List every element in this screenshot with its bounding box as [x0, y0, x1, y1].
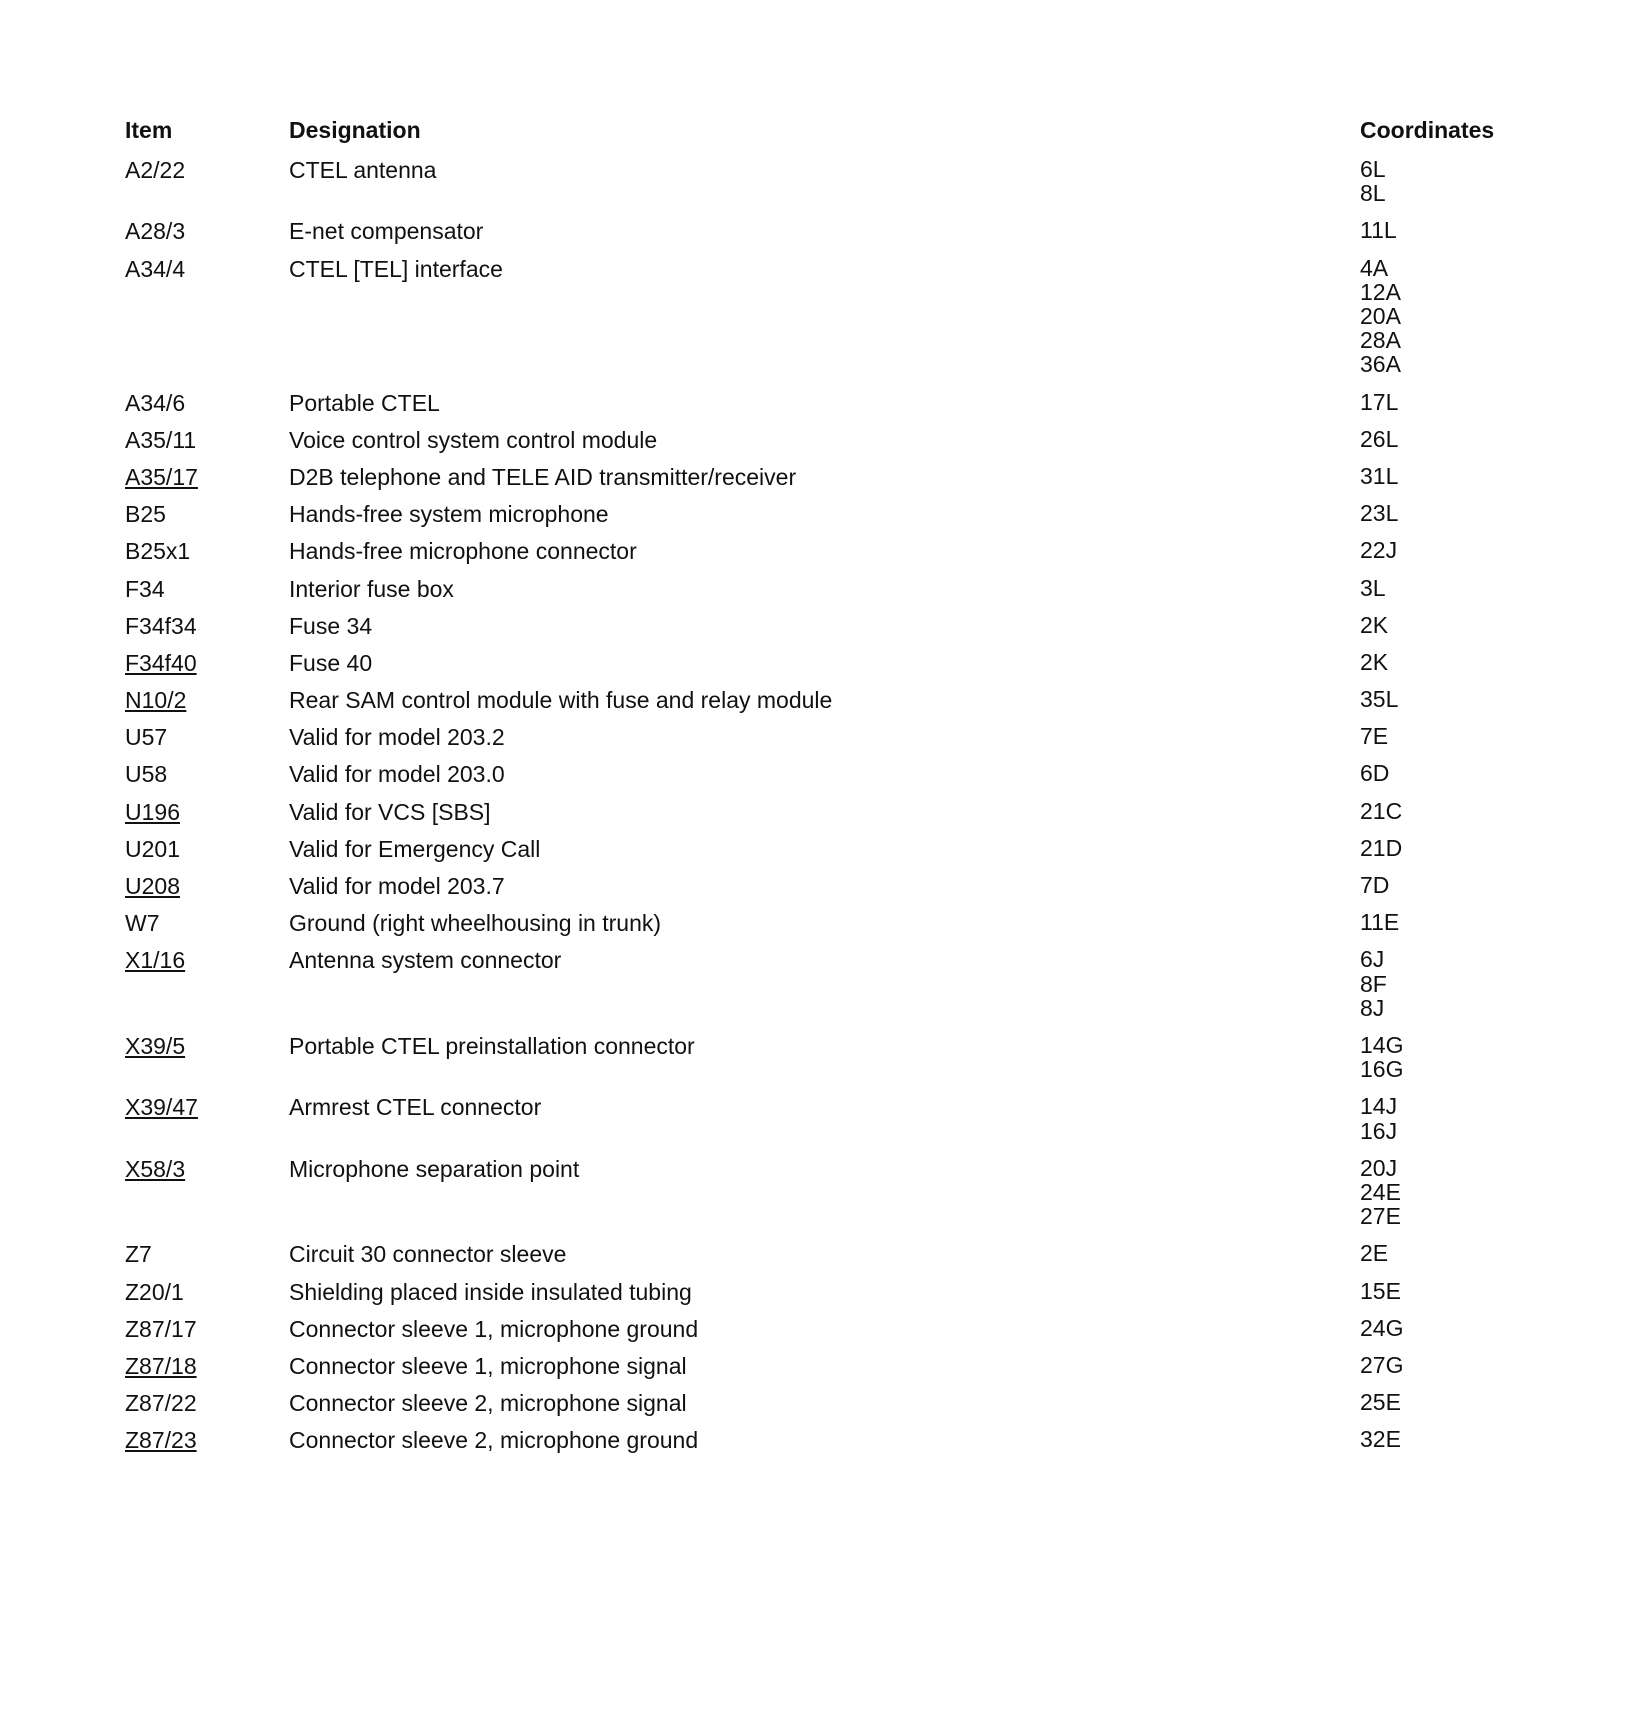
item-link[interactable]: Z87/23 — [125, 1427, 197, 1454]
item-designation: Antenna system connector — [289, 947, 562, 974]
item-code: U57 — [125, 724, 168, 751]
item-designation: Valid for VCS [SBS] — [289, 798, 491, 825]
item-coordinates — [1360, 910, 1525, 934]
item-designation: Circuit 30 connector sleeve — [289, 1241, 567, 1268]
item-code: A35/11 — [125, 426, 197, 453]
item-designation: Connector sleeve 2, microphone ground — [289, 1427, 699, 1454]
coordinate-value: 4A — [1360, 254, 1389, 281]
coordinate-value: 35L — [1360, 686, 1399, 713]
item-coordinates — [1360, 947, 1525, 1020]
coordinate-value: 24G — [1360, 1314, 1404, 1341]
item-link[interactable]: A35/17 — [125, 463, 198, 490]
item-code: W7 — [125, 910, 160, 937]
coordinate-value: 6J — [1360, 946, 1385, 973]
table-row — [125, 218, 1525, 255]
item-coordinates — [1360, 1353, 1525, 1377]
item-coordinates — [1360, 613, 1525, 637]
item-link[interactable]: X39/47 — [125, 1094, 198, 1121]
coordinate-value: 21C — [1360, 797, 1403, 824]
coordinate-value: 23L — [1360, 500, 1399, 527]
item-designation: Connector sleeve 1, microphone ground — [289, 1315, 699, 1342]
coordinate-value: 8F — [1360, 970, 1387, 997]
table-row — [125, 1316, 1525, 1353]
item-code: Z20/1 — [125, 1278, 184, 1305]
item-coordinates — [1360, 873, 1525, 897]
coordinate-value: 27E — [1360, 1203, 1401, 1230]
item-code: A2/22 — [125, 157, 186, 183]
item-link[interactable]: U208 — [125, 873, 180, 900]
coordinate-value: 7D — [1360, 872, 1390, 899]
coordinate-value: 16J — [1360, 1117, 1398, 1144]
header-item: Item — [125, 117, 173, 143]
table-row — [125, 1241, 1525, 1278]
item-designation: Rear SAM control module with fuse and relay module — [289, 687, 833, 714]
item-designation: Shielding placed inside insulated tubing — [289, 1278, 692, 1305]
table-row — [125, 1353, 1525, 1390]
coordinate-value: 17L — [1360, 388, 1399, 415]
table-row — [125, 910, 1525, 947]
coordinate-value: 20J — [1360, 1154, 1398, 1181]
item-coordinates — [1360, 538, 1525, 562]
item-designation: Fuse 34 — [289, 612, 373, 639]
coordinate-value: 28A — [1360, 327, 1401, 354]
item-designation: Hands-free microphone connector — [289, 538, 637, 565]
coordinate-value: 24E — [1360, 1178, 1401, 1205]
item-designation: Ground (right wheelhousing in trunk) — [289, 910, 662, 937]
table-header — [125, 117, 1525, 157]
item-designation: D2B telephone and TELE AID transmitter/receiver — [289, 463, 797, 490]
table-row — [125, 1156, 1525, 1242]
item-link[interactable]: U196 — [125, 798, 180, 825]
item-code: A28/3 — [125, 218, 186, 245]
table-row — [125, 947, 1525, 1033]
table-row — [125, 836, 1525, 873]
table-row — [125, 724, 1525, 761]
item-link[interactable]: N10/2 — [125, 687, 187, 714]
coordinate-value: 6D — [1360, 760, 1390, 787]
item-coordinates — [1360, 1033, 1525, 1081]
table-row — [125, 464, 1525, 501]
item-coordinates — [1360, 1279, 1525, 1303]
item-code: U201 — [125, 835, 180, 862]
item-code: F34 — [125, 575, 165, 602]
coordinate-value: 6L — [1360, 156, 1386, 182]
item-designation: Valid for model 203.0 — [289, 761, 505, 788]
item-code: F34f34 — [125, 612, 197, 639]
table-row — [125, 538, 1525, 575]
coordinate-value: 3L — [1360, 574, 1386, 601]
item-link[interactable]: F34f40 — [125, 649, 197, 676]
coordinate-value: 20A — [1360, 302, 1401, 329]
item-coordinates — [1360, 1156, 1525, 1229]
table-row — [125, 256, 1525, 390]
item-coordinates — [1360, 218, 1525, 242]
header-coordinates: Coordinates — [1360, 117, 1495, 143]
item-designation: Fuse 40 — [289, 649, 373, 676]
table-row — [125, 1279, 1525, 1316]
item-code: Z7 — [125, 1241, 152, 1268]
component-legend-table — [125, 117, 1525, 1464]
coordinate-value: 36A — [1360, 351, 1401, 378]
item-coordinates — [1360, 1241, 1525, 1265]
item-designation: Voice control system control module — [289, 426, 658, 453]
table-row — [125, 1033, 1525, 1094]
coordinate-value: 8L — [1360, 180, 1386, 207]
item-coordinates — [1360, 501, 1525, 525]
item-coordinates — [1360, 427, 1525, 451]
table-row — [125, 576, 1525, 613]
coordinate-value: 2K — [1360, 648, 1389, 675]
coordinate-value: 8J — [1360, 994, 1385, 1021]
item-designation: Portable CTEL — [289, 389, 440, 416]
item-link[interactable]: Z87/18 — [125, 1352, 197, 1379]
item-designation: Hands-free system microphone — [289, 501, 609, 528]
item-code: Z87/22 — [125, 1390, 197, 1417]
coordinate-value: 7E — [1360, 723, 1389, 750]
item-code: Z87/17 — [125, 1315, 197, 1342]
coordinate-value: 2K — [1360, 611, 1389, 638]
item-coordinates — [1360, 650, 1525, 674]
item-code: A34/4 — [125, 255, 186, 282]
table-row — [125, 873, 1525, 910]
item-designation: Connector sleeve 1, microphone signal — [289, 1352, 687, 1379]
coordinate-value: 16G — [1360, 1056, 1404, 1083]
table-row — [125, 157, 1525, 218]
table-row — [125, 501, 1525, 538]
item-link[interactable]: X1/16 — [125, 947, 186, 974]
item-coordinates — [1360, 256, 1525, 377]
table-row — [125, 650, 1525, 687]
coordinate-value: 11E — [1360, 909, 1400, 936]
table-row — [125, 390, 1525, 427]
item-coordinates — [1360, 836, 1525, 860]
table-row — [125, 761, 1525, 798]
coordinate-value: 14G — [1360, 1031, 1404, 1058]
table-body — [125, 157, 1525, 1464]
item-link[interactable]: X39/5 — [125, 1032, 186, 1059]
coordinate-value: 12A — [1360, 278, 1401, 305]
coordinate-value: 21D — [1360, 834, 1403, 861]
item-coordinates — [1360, 390, 1525, 414]
item-coordinates — [1360, 724, 1525, 748]
item-code: B25 — [125, 501, 166, 528]
coordinate-value: 31L — [1360, 462, 1399, 489]
table-row — [125, 1094, 1525, 1155]
table-row — [125, 1390, 1525, 1427]
table-row — [125, 1427, 1525, 1464]
coordinate-value: 22J — [1360, 537, 1398, 564]
item-coordinates — [1360, 799, 1525, 823]
item-coordinates — [1360, 157, 1525, 205]
coordinate-value: 2E — [1360, 1240, 1389, 1267]
item-coordinates — [1360, 1427, 1525, 1451]
table-row — [125, 613, 1525, 650]
item-designation: Valid for model 203.2 — [289, 724, 505, 751]
item-designation: Armrest CTEL connector — [289, 1094, 542, 1121]
item-coordinates — [1360, 761, 1525, 785]
item-designation: Valid for model 203.7 — [289, 873, 505, 900]
item-coordinates — [1360, 687, 1525, 711]
item-code: B25x1 — [125, 538, 191, 565]
item-coordinates — [1360, 1316, 1525, 1340]
item-coordinates — [1360, 464, 1525, 488]
coordinate-value: 14J — [1360, 1093, 1398, 1120]
item-code: A34/6 — [125, 389, 186, 416]
item-link[interactable]: X58/3 — [125, 1155, 186, 1182]
table-row — [125, 687, 1525, 724]
item-coordinates — [1360, 576, 1525, 600]
item-code: U58 — [125, 761, 168, 788]
item-designation: Interior fuse box — [289, 575, 454, 602]
item-coordinates — [1360, 1390, 1525, 1414]
item-designation: E-net compensator — [289, 218, 484, 245]
coordinate-value: 27G — [1360, 1351, 1404, 1378]
item-designation: Microphone separation point — [289, 1155, 580, 1182]
item-designation: CTEL [TEL] interface — [289, 255, 503, 282]
header-designation: Designation — [289, 117, 421, 143]
item-coordinates — [1360, 1094, 1525, 1142]
table-row — [125, 799, 1525, 836]
coordinate-value: 15E — [1360, 1277, 1401, 1304]
coordinate-value: 26L — [1360, 425, 1399, 452]
item-designation: CTEL antenna — [289, 157, 437, 183]
item-designation: Valid for Emergency Call — [289, 835, 541, 862]
coordinate-value: 11L — [1360, 217, 1397, 244]
coordinate-value: 25E — [1360, 1389, 1401, 1416]
item-designation: Portable CTEL preinstallation connector — [289, 1032, 695, 1059]
item-designation: Connector sleeve 2, microphone signal — [289, 1390, 687, 1417]
table-row — [125, 427, 1525, 464]
coordinate-value: 32E — [1360, 1426, 1401, 1453]
